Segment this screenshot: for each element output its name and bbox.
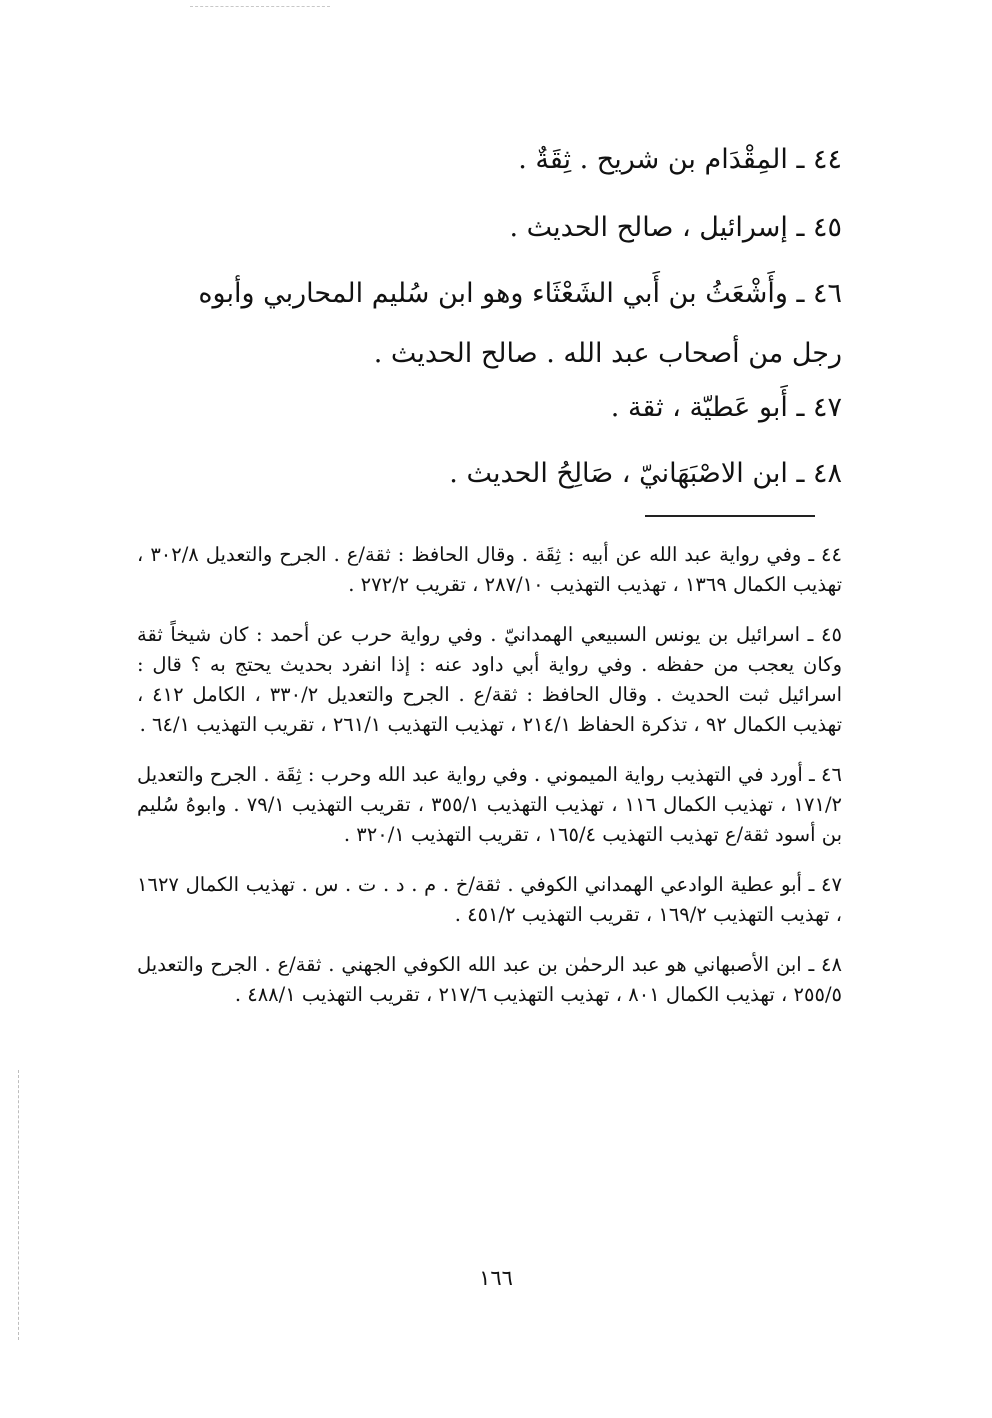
footnotes [137,540,842,1030]
footnote-44: ٤٤ ـ وفي رواية عبد الله عن أبيه : ثِقَة . وقال الحافظ : ثقة/ع . الجرح والتعديل ٣٠٢/٨ ، تهذيب الكمال ١٣٦٩ ، تهذيب التهذيب ٢٨٧/١٠ ، تقريب ٢٧٢/٢ . [137,543,842,596]
footnote-46: ٤٦ ـ أورد في التهذيب رواية الميموني . وفي رواية عبد الله وحرب : ثِقَة . الجرح والتعديل ١٧١/٢ ، تهذيب الكمال ١١٦ ، تهذيب التهذيب ٣٥٥/١ ، تقريب التهذيب ٧٩/١ . وابوهُ سُليم بن أسود ثقة/ع تهذيب التهذيب ١٦٥/٤ ، تقريب التهذيب ٣٢٠/١ . [137,763,843,846]
main-entry-46 [122,264,842,384]
scan-artifact-top [190,6,330,9]
main-entry-48: ٤٨ ـ ابن الاصْبَهَانيّ ، صَالِحُ الحديث . [449,458,842,489]
main-entry-46-line2: رجل من أصحاب عبد الله . صالح الحديث . [373,338,842,369]
page-number: ١٦٦ [479,1266,513,1290]
footnote-48: ٤٨ ـ ابن الأصبهاني هو عبد الرحمٰن بن عبد الله الكوفي الجهني . ثقة/ع . الجرح والتعديل ٢٥٥/٥ ، تهذيب الكمال ٨٠١ ، تهذيب التهذيب ٢١٧/٦ ، تقريب التهذيب ٤٨٨/١ . [137,953,842,1006]
main-entry-47: ٤٧ ـ أَبو عَطيّة ، ثقة . [610,392,842,423]
footnote-45: ٤٥ ـ اسرائيل بن يونس السبيعي الهمدانيّ . وفي رواية حرب عن أحمد : كان شيخاً ثقة وكان يعجب من حفظه . وفي رواية أبي داود عنه : إذا انفرد بحديث يحتج به ؟ قال : اسرائيل ثبت الحديث . وقال الحافظ : ثقة/ع . الجرح والتعديل ٣٣٠/٢ ، الكامل ٤١٢ ، تهذيب الكمال ٩٢ ، تذكرة الحفاظ ٢١٤/١ ، تهذيب التهذيب ٢٦١/١ ، تقريب التهذيب ٦٤/١ . [137,623,842,736]
main-entry-45: ٤٥ ـ إسرائيل ، صالح الحديث . [509,212,842,243]
scan-artifact-left [18,1070,21,1340]
main-entry-46-line1: ٤٦ ـ وأَشْعَثُ بن أَبي الشَعْثَاء وهو ابن سُليم المحاربي وأبوه [198,278,842,309]
footnote-47: ٤٧ ـ أبو عطية الوادعي الهمداني الكوفي . ثقة/خ . م . د . ت . س . تهذيب الكمال ١٦٢٧ ، تهذيب التهذيب ١٦٩/٢ ، تقريب التهذيب ٤٥١/٢ . [137,873,842,926]
footnote-separator [645,515,815,517]
main-entry-44: ٤٤ ـ المِقْدَام بن شريح . ثِقَةٌ . [518,144,842,175]
